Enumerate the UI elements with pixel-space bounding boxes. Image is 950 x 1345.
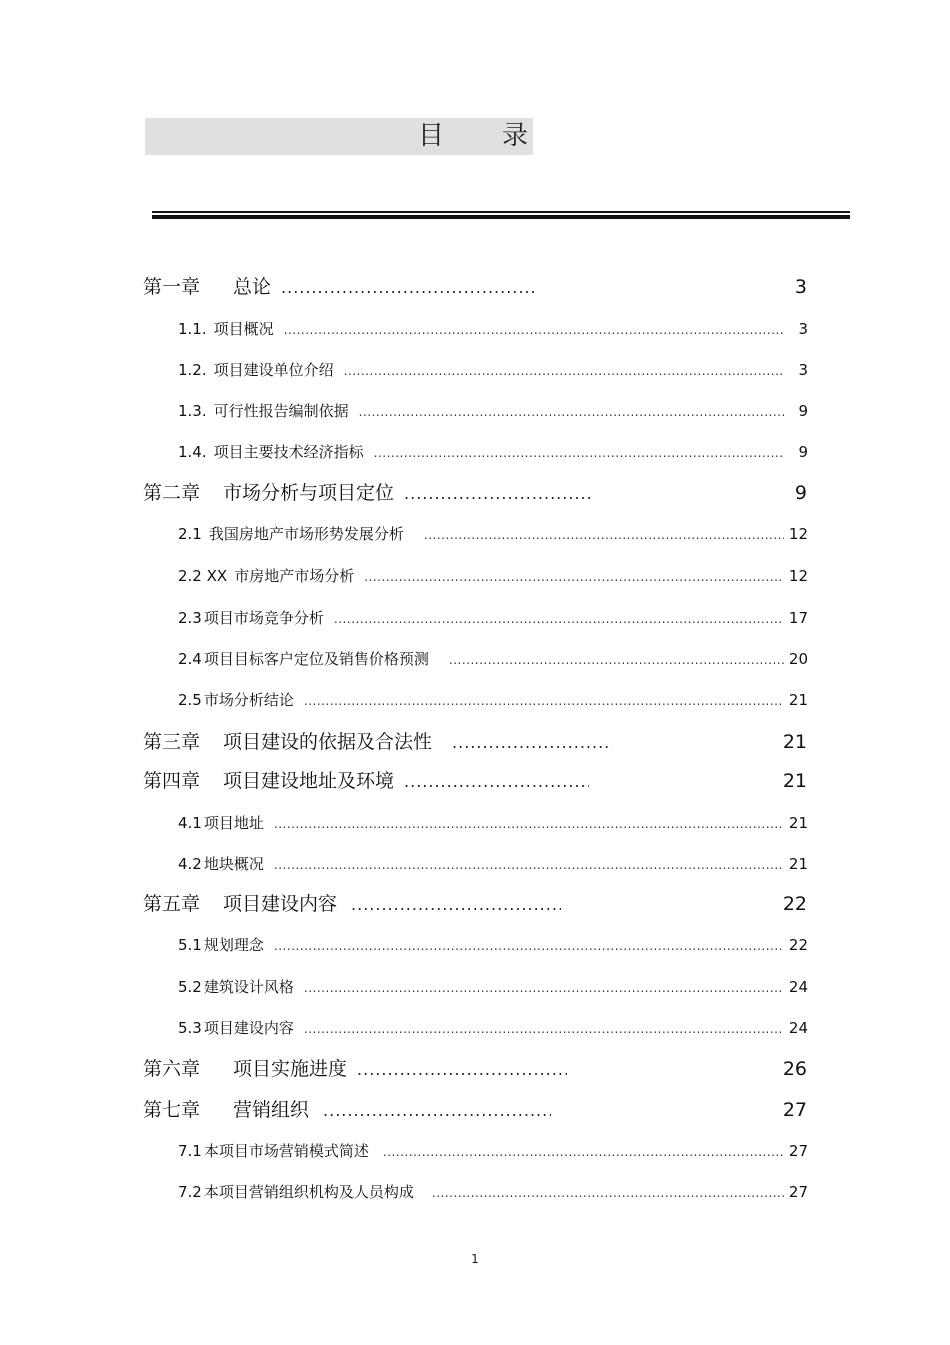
section-page: 21 (788, 814, 808, 832)
toc-chapter-3[interactable] (143, 727, 807, 754)
dot-leader (281, 278, 536, 297)
page-number: 1 (471, 1252, 479, 1266)
toc-title: 目录 (418, 121, 587, 151)
section-page: 12 (788, 525, 808, 543)
section-title: 建筑设计风格 (203, 978, 294, 996)
toc-section-2-3[interactable] (178, 607, 808, 628)
dot-leader (452, 733, 612, 752)
section-number: 1.4. (178, 443, 207, 461)
section-title: 我国房地产市场形势发展分析 (208, 525, 404, 543)
section-number: 5.2 (178, 978, 202, 996)
toc-section-4-1[interactable] (178, 812, 808, 833)
section-page: 24 (788, 1019, 808, 1037)
dot-leader (424, 528, 784, 542)
section-number: 2.5 (178, 691, 202, 709)
toc-chapter-7[interactable] (143, 1095, 807, 1122)
section-number: 7.1 (178, 1142, 202, 1160)
section-number: 4.1 (178, 814, 202, 832)
chapter-number: 第七章 (143, 1099, 201, 1121)
dot-leader (334, 612, 784, 626)
chapter-title: 项目建设内容 (223, 893, 338, 915)
toc-section-2-5[interactable] (178, 689, 808, 710)
toc-section-7-2[interactable] (178, 1181, 808, 1202)
section-title: 可行性报告编制依据 (213, 402, 349, 420)
chapter-page: 3 (794, 276, 807, 298)
section-page: 22 (788, 936, 808, 954)
dot-leader (432, 1186, 784, 1200)
section-title: 项目目标客户定位及销售价格预测 (203, 650, 429, 668)
chapter-title: 市场分析与项目定位 (223, 482, 395, 504)
section-title: 项目主要技术经济指标 (213, 443, 364, 461)
chapter-title: 总论 (233, 276, 272, 298)
dot-leader (364, 570, 784, 584)
section-number: 5.3 (178, 1019, 202, 1037)
dot-leader (284, 323, 784, 337)
toc-chapter-4[interactable] (143, 766, 807, 793)
section-page: 21 (788, 691, 808, 709)
section-number: 4.2 (178, 855, 202, 873)
toc-section-4-2[interactable] (178, 853, 808, 874)
toc-section-5-2[interactable] (178, 976, 808, 997)
section-page: 9 (798, 443, 808, 461)
toc-chapter-1[interactable] (143, 272, 807, 299)
section-title: 项目市场竞争分析 (203, 609, 324, 627)
dot-leader (274, 817, 784, 831)
chapter-number: 第一章 (143, 276, 201, 298)
section-title: 项目建设内容 (203, 1019, 294, 1037)
section-title: 项目地址 (203, 814, 264, 832)
chapter-number: 第五章 (143, 893, 201, 915)
section-number: 1.3. (178, 402, 207, 420)
chapter-number: 第六章 (143, 1058, 201, 1080)
chapter-page: 26 (782, 1058, 807, 1080)
dot-leader (383, 1145, 784, 1159)
section-page: 17 (788, 609, 808, 627)
dot-leader (274, 939, 784, 953)
double-rule-bottom (152, 215, 850, 219)
toc-section-5-3[interactable] (178, 1017, 808, 1038)
toc-section-2-4[interactable] (178, 648, 808, 669)
section-title: 市房地产市场分析 (234, 567, 355, 585)
chapter-page: 21 (782, 770, 807, 792)
toc-section-1-2[interactable] (178, 359, 808, 380)
chapter-page: 27 (782, 1099, 807, 1121)
toc-section-1-4[interactable] (178, 441, 808, 462)
toc-chapter-5[interactable] (143, 889, 807, 916)
chapter-title: 项目建设的依据及合法性 (223, 731, 433, 753)
section-title: 规划理念 (203, 936, 264, 954)
toc-chapter-6[interactable] (143, 1054, 807, 1081)
section-page: 3 (798, 361, 808, 379)
section-number: 2.1 (178, 525, 202, 543)
chapter-page: 22 (782, 893, 807, 915)
dot-leader (344, 364, 784, 378)
section-page: 21 (788, 855, 808, 873)
chapter-title: 营销组织 (233, 1099, 310, 1121)
section-title: 项目概况 (213, 320, 274, 338)
toc-section-5-1[interactable] (178, 934, 808, 955)
toc-section-1-1[interactable] (178, 318, 808, 339)
section-page: 27 (788, 1183, 808, 1201)
dot-leader (274, 858, 784, 872)
chapter-number: 第三章 (143, 731, 201, 753)
section-page: 9 (798, 402, 808, 420)
toc-section-1-3[interactable] (178, 400, 808, 421)
section-page: 24 (788, 978, 808, 996)
dot-leader (351, 895, 561, 914)
section-number: 5.1 (178, 936, 202, 954)
toc-chapter-2[interactable] (143, 478, 807, 505)
section-title: 本项目营销组织机构及人员构成 (203, 1183, 414, 1201)
section-number: 2.3 (178, 609, 202, 627)
chapter-page: 9 (794, 482, 807, 504)
section-title: 项目建设单位介绍 (213, 361, 334, 379)
dot-leader (449, 653, 784, 667)
dot-leader (304, 981, 784, 995)
dot-leader (304, 1022, 784, 1036)
section-page: 3 (798, 320, 808, 338)
section-title: 本项目市场营销模式简述 (203, 1142, 369, 1160)
section-page: 27 (788, 1142, 808, 1160)
section-number: 2.4 (178, 650, 202, 668)
chapter-title: 项目建设地址及环境 (223, 770, 395, 792)
section-title: 市场分析结论 (203, 691, 294, 709)
dot-leader (304, 694, 784, 708)
dot-leader (323, 1101, 551, 1120)
chapter-title: 项目实施进度 (233, 1058, 348, 1080)
toc-section-2-1[interactable] (178, 523, 808, 544)
section-number: 1.2. (178, 361, 207, 379)
section-number: 7.2 (178, 1183, 202, 1201)
section-number: 2.2 XX (178, 567, 228, 585)
chapter-page: 21 (782, 731, 807, 753)
section-page: 20 (788, 650, 808, 668)
chapter-number: 第二章 (143, 482, 201, 504)
toc-section-7-1[interactable] (178, 1140, 808, 1161)
section-number: 1.1. (178, 320, 207, 338)
toc-section-2-2[interactable] (178, 565, 808, 586)
double-rule-top (152, 211, 850, 213)
dot-leader (359, 405, 784, 419)
dot-leader (404, 484, 594, 503)
dot-leader (374, 446, 784, 460)
chapter-number: 第四章 (143, 770, 201, 792)
dot-leader (404, 772, 589, 791)
section-title: 地块概况 (203, 855, 264, 873)
dot-leader (357, 1060, 567, 1079)
section-page: 12 (788, 567, 808, 585)
